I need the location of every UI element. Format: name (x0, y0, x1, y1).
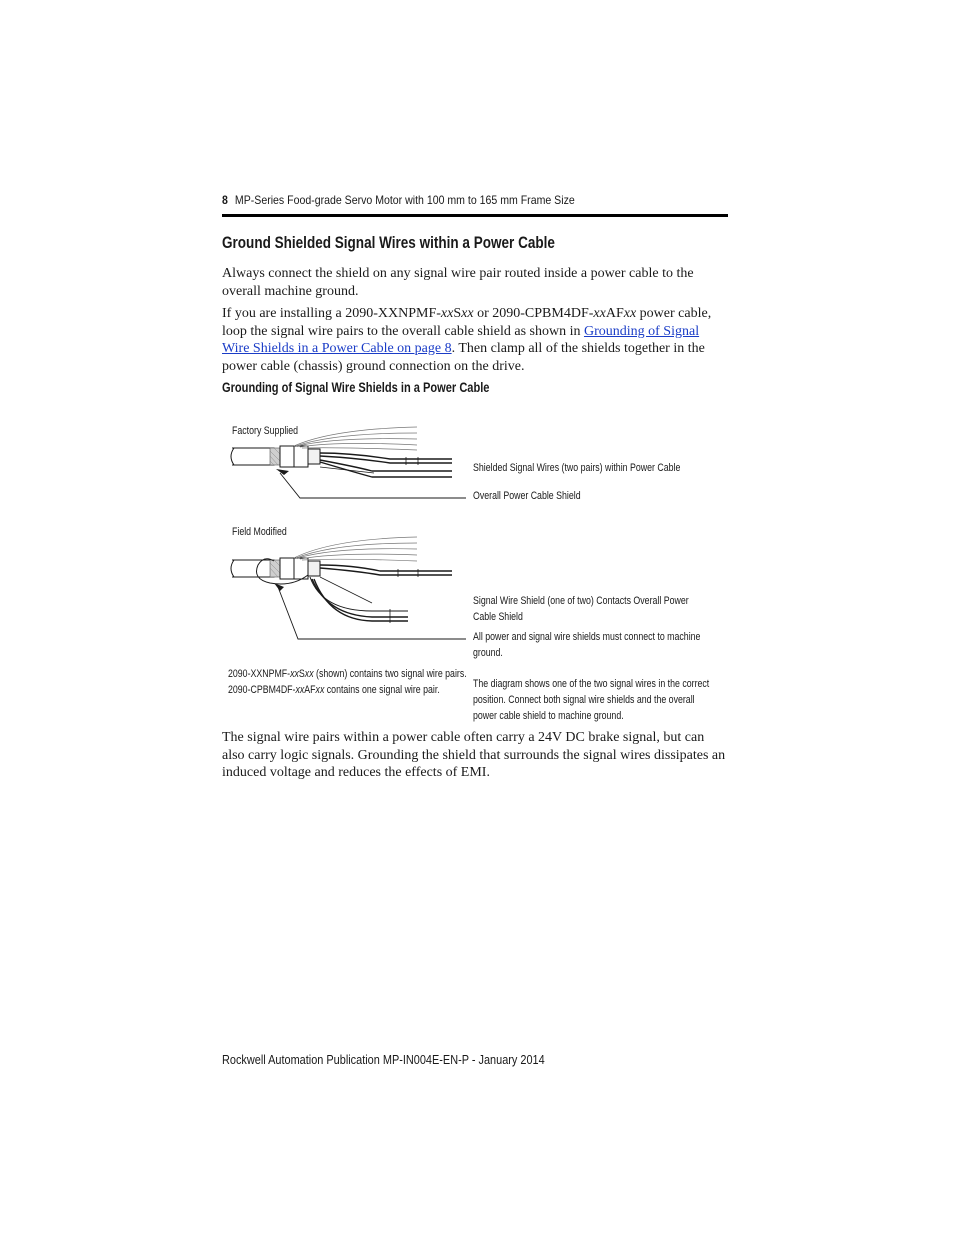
cable-shield-diagram (222, 415, 472, 640)
paragraph-shield-intro: Always connect the shield on any signal wire pair routed inside a power cable to the overall machine ground. (222, 266, 694, 299)
note-cable-variants: 2090-XXNPMF-xxSxx (shown) contains two signal wire pairs. 2090-CPBM4DF-xxAFxx contains one signal wire pair. (228, 668, 467, 696)
callout-all-shields-ground: All power and signal wire shields must connect to machine ground. (473, 631, 701, 659)
paragraph-installing: If you are installing a 2090-XXNPMF-xxSxx or 2090-CPBM4DF-xxAFxx power cable, loop the signal wire pairs to the overall cable shield as shown in Grounding of Signal Wire Shields in a Power Cable on page 8. Then clamp all of the shields together in the power cable (chassis) ground connection on the drive. (222, 306, 712, 374)
header-rule (222, 214, 728, 217)
running-header (222, 193, 575, 207)
figure-title: Grounding of Signal Wire Shields in a Power Cable (222, 380, 490, 395)
factory-supplied-cable-drawing (231, 427, 466, 498)
page-number: 8 (222, 193, 228, 207)
header-title: MP-Series Food-grade Servo Motor with 100 mm to 165 mm Frame Size (234, 193, 575, 207)
paragraph-emi: The signal wire pairs within a power cable often carry a 24V DC brake signal, but can also carry logic signals. Grounding the shield that surrounds the signal wires dissipates an induced voltage and reduces the effects of EMI. (222, 730, 726, 780)
note-diagram-explanation: The diagram shows one of the two signal wires in the correct position. Connect both signal wire shields and the overall power cable shield to machine ground. (473, 678, 710, 722)
callout-signal-wire-shield-contact: Signal Wire Shield (one of two) Contacts Overall Power Cable Shield (473, 595, 689, 623)
field-modified-cable-drawing (231, 537, 466, 639)
label-factory-supplied: Factory Supplied (232, 425, 299, 437)
label-field-modified: Field Modified (232, 526, 287, 538)
figure-link[interactable]: Grounding of Signal Wire Shields in a Power Cable on page 8 (222, 323, 700, 356)
section-heading: Ground Shielded Signal Wires within a Power Cable (222, 234, 555, 252)
callout-overall-power-cable-shield: Overall Power Cable Shield (473, 490, 581, 502)
callout-shielded-signal-wires: Shielded Signal Wires (two pairs) within Power Cable (473, 462, 681, 474)
publication-footer: Rockwell Automation Publication MP-IN004E-EN-P - January 2014 (222, 1052, 545, 1067)
